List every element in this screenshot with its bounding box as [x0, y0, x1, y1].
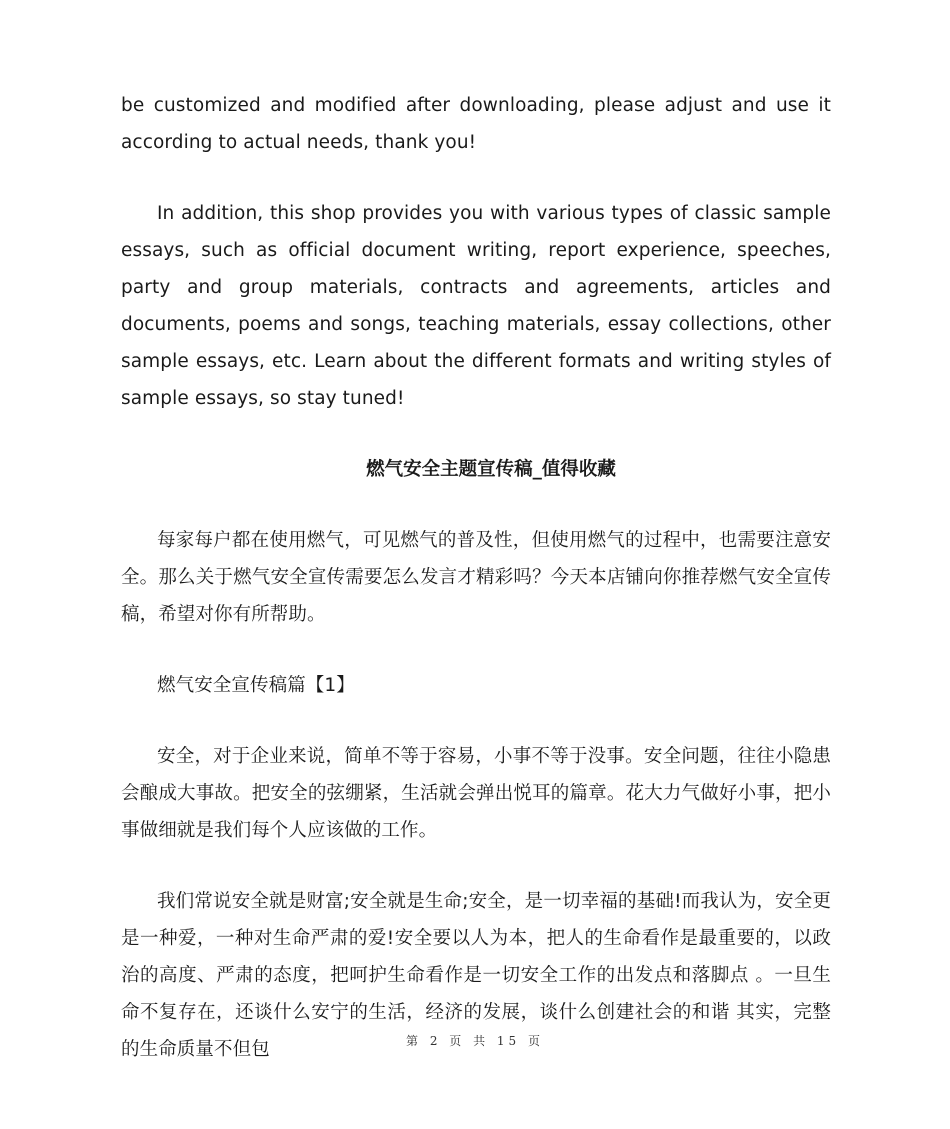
- page-number-footer: 第 2 页 共 15 页: [406, 1034, 544, 1048]
- lead-paragraph: 每家每户都在使用燃气，可见燃气的普及性，但使用燃气的过程中，也需要注意安全。那么关于燃气安全宣传需要怎么发言才精彩吗？今天本店铺向你推荐燃气安全宣传稿，希望对你有所帮助。: [121, 530, 831, 625]
- document-title: 燃气安全主题宣传稿_值得收藏: [366, 459, 616, 480]
- body-paragraph-1: 安全，对于企业来说，简单不等于容易，小事不等于没事。安全问题，往往小隐患会酿成大事故。把安全的弦绷紧，生活就会弹出悦耳的篇章。花大力气做好小事，把小事做细就是我们每个人应该做的工作。: [121, 746, 831, 841]
- intro-continued-paragraph: be customized and modified after downloading, please adjust and use it according to actual needs, thank you!: [121, 95, 831, 153]
- section-heading: 燃气安全宣传稿篇【1】: [157, 675, 355, 696]
- document-body: [121, 87, 831, 1068]
- body-paragraph-2: 我们常说安全就是财富;安全就是生命;安全，是一切幸福的基础!而我认为，安全更是一种爱，一种对生命严肃的爱!安全要以人为本，把人的生命看作是最重要的，以政治的高度、严肃的态度，把呵护生命看作是一切安全工作的出发点和落脚点 。一旦生命不复存在，还谈什么安宁的生活，经济的发展，谈什么创建社会的和谐 其实，完整的生命质量不但包: [121, 891, 831, 1060]
- shop-note-paragraph: In addition, this shop provides you with various types of classic sample essays, such as official document writing, report experience, speeches, party and group materials, contracts and agreements, articles and documents, poems and songs, teaching materials, essay collections, other sample essays, etc. Learn about the different formats and writing styles of sample essays, so stay tuned!: [121, 203, 831, 409]
